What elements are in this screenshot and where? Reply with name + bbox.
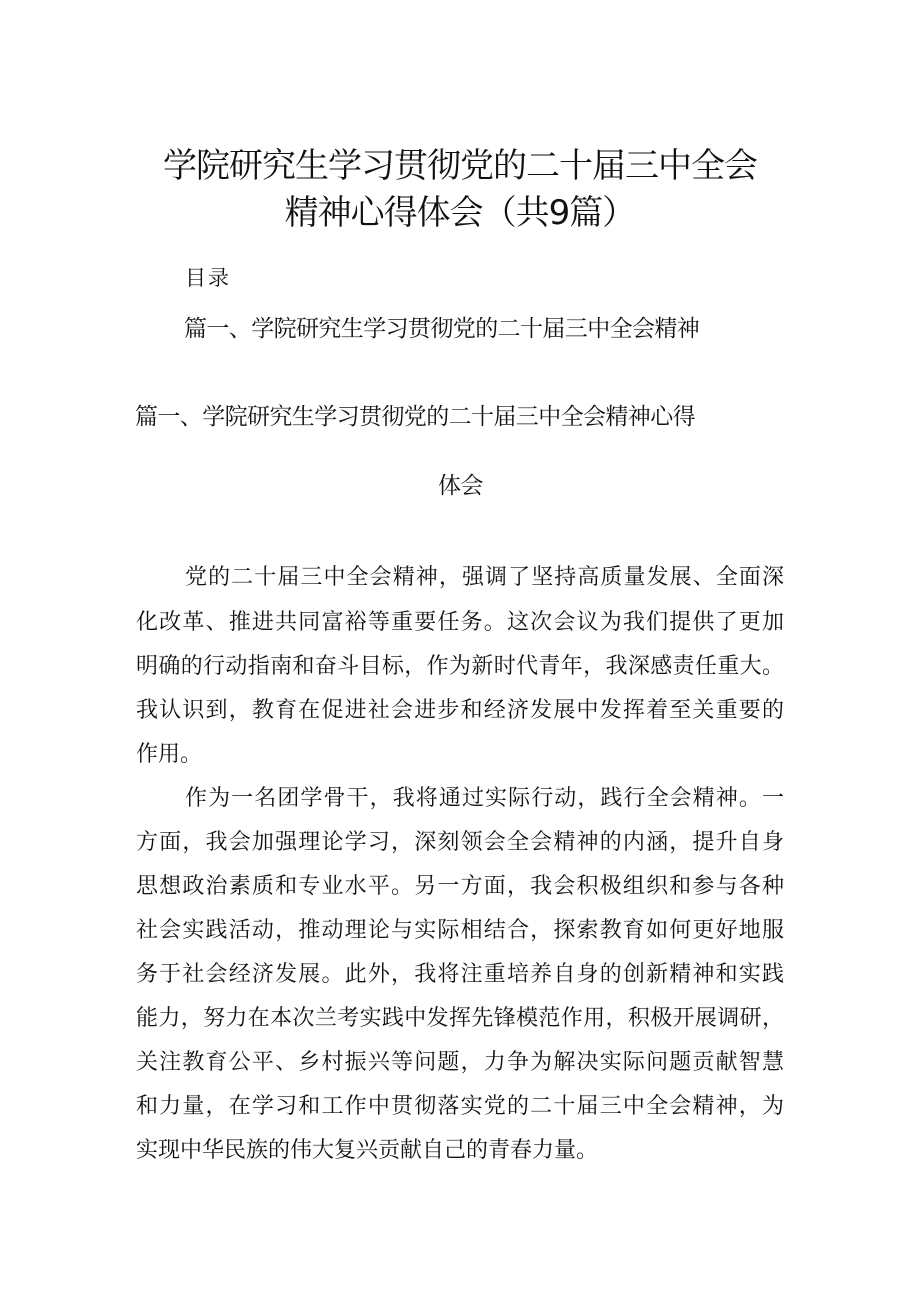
section-heading-line-1: 篇一、学院研究生学习贯彻党的二十届三中全会精神心得 (135, 404, 696, 430)
document-title-line-2: 精神心得体会（共9篇） (284, 193, 636, 233)
paragraph-1-line-4: 我认识到，教育在促进社会进步和经济发展中发挥着至关重要的 (136, 698, 784, 723)
paragraph-2-line-2: 方面，我会加强理论学习，深刻领会全会精神的内涵，提升自身 (136, 830, 784, 855)
paragraph-2-line-9: 实现中华民族的伟大复兴贡献自己的青春力量。 (136, 1138, 599, 1163)
toc-heading: 目录 (185, 266, 231, 290)
document-title-line-1: 学院研究生学习贯彻党的二十届三中全会 (163, 146, 757, 186)
paragraph-1-line-3: 明确的行动指南和奋斗目标，作为新时代青年，我深感责任重大。 (136, 654, 784, 679)
paragraph-2-line-4: 社会实践活动，推动理论与实际相结合，探索教育如何更好地服 (136, 918, 784, 943)
paragraph-2-line-8: 和力量，在学习和工作中贯彻落实党的二十届三中全会精神，为 (136, 1094, 784, 1119)
paragraph-2-line-6: 能力，努力在本次兰考实践中发挥先锋模范作用，积极开展调研， (136, 1006, 784, 1031)
paragraph-1-line-1: 党的二十届三中全会精神，强调了坚持高质量发展、全面深 (185, 565, 784, 590)
paragraph-1-line-5: 作用。 (136, 742, 203, 767)
section-heading-line-2: 体会 (438, 473, 483, 499)
paragraph-1-line-2: 化改革、推进共同富裕等重要任务。这次会议为我们提供了更加 (136, 610, 784, 635)
paragraph-2-line-3: 思想政治素质和专业水平。另一方面，我会积极组织和参与各种 (136, 874, 784, 899)
paragraph-2-line-7: 关注教育公平、乡村振兴等问题，力争为解决实际问题贡献智慧 (136, 1050, 784, 1075)
paragraph-2-line-1: 作为一名团学骨干，我将通过实际行动，践行全会精神。一 (185, 786, 784, 811)
paragraph-2-line-5: 务于社会经济发展。此外，我将注重培养自身的创新精神和实践 (136, 962, 784, 987)
toc-item-1[interactable]: 篇一、学院研究生学习贯彻党的二十届三中全会精神 (184, 316, 700, 342)
